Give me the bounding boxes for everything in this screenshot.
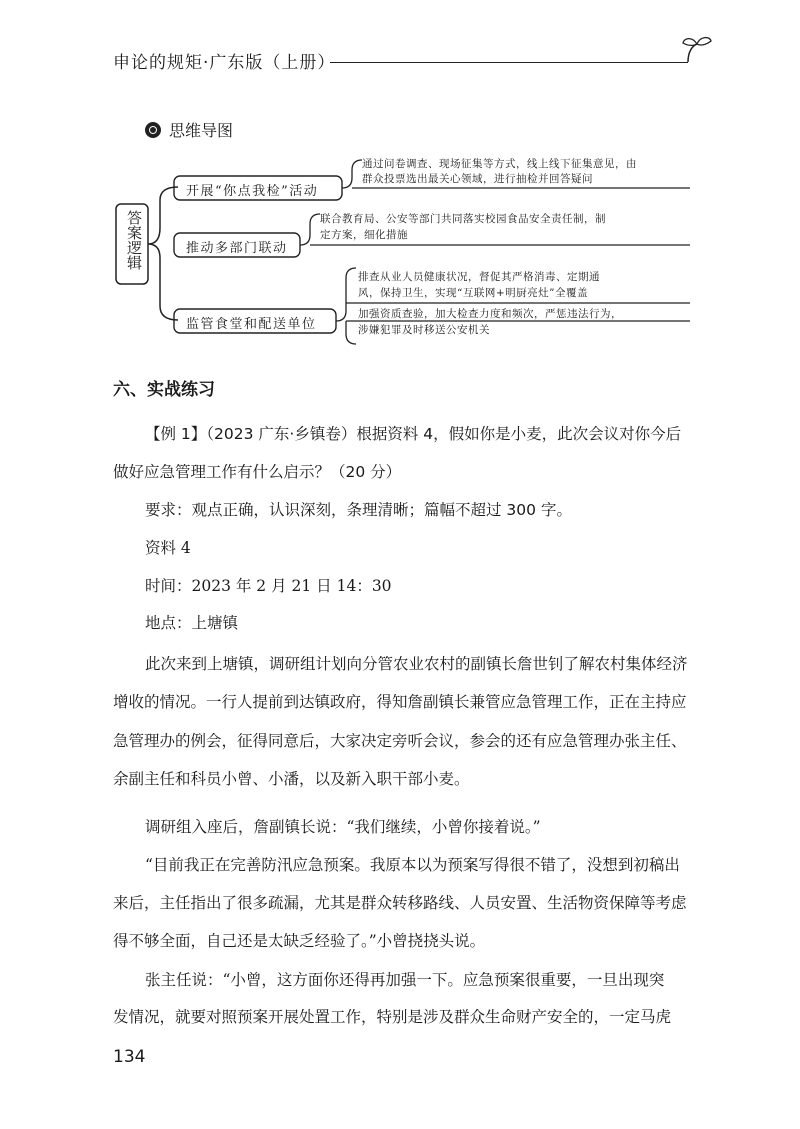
section-title: 六、实战练习 (113, 380, 215, 400)
example-requirement: 要求：观点正确，认识深刻，条理清晰；篇幅不超过 300 字。 (145, 501, 572, 519)
branch-label-1: 开展“你点我检”活动 (186, 184, 319, 199)
material-line-1: 此次来到上塘镇，调研组计划向分管农业农村的副镇长詹世钊了解农村集体经济 (145, 655, 688, 673)
material-line-9: 张主任说：“小曾，这方面你还得再加强一下。应急预案很重要，一旦出现突 (145, 971, 665, 989)
branch-3-leaf-3: 加强资质查验，加大检查力度和频次，严惩违法行为， (358, 308, 622, 320)
branch-3-leaf-1: 排查从业人员健康状况，督促其严格消毒、定期通 (358, 271, 600, 283)
material-line-3: 急管理办的例会，征得同意后，大家决定旁听会议，参会的还有应急管理办张主任、 (113, 732, 687, 750)
branch-label-3: 监管食堂和配送单位 (186, 317, 317, 332)
book-title: 申论的规矩·广东版（上册） (113, 53, 336, 73)
material-line-8: 得不够全面，自己还是太缺乏经验了。”小曾挠挠头说。 (113, 932, 486, 950)
material-line-2: 增收的情况。一行人提前到达镇政府，得知詹副镇长兼管应急管理工作，正在主持应 (113, 693, 687, 711)
branch-label-2: 推动多部门联动 (186, 241, 288, 256)
example-question-line-2: 做好应急管理工作有什么启示？（20 分） (113, 463, 402, 481)
material-line-7: 来后，主任指出了很多疏漏，尤其是群众转移路线、人员安置、生活物资保障等考虑 (113, 894, 687, 912)
page-number: 134 (113, 1047, 146, 1067)
material-place: 地点：上塘镇 (145, 614, 239, 632)
branch-2-leaf-1: 联合教育局、公安等部门共同落实校园食品安全责任制，制 (320, 213, 606, 225)
branch-3-leaf-2: 风，保持卫生，实现“互联网+明厨亮灶”全覆盖 (358, 287, 589, 299)
branch-2-leaf-2: 定方案，细化措施 (320, 229, 408, 241)
branch-1-leaf-2: 群众投票选出最关心领域，进行抽检并回答疑问 (362, 173, 593, 185)
branch-1-leaf-1: 通过问卷调查、现场征集等方式，线上线下征集意见，由 (362, 158, 637, 170)
material-line-4: 余副主任和科员小曾、小潘，以及新入职干部小麦。 (113, 770, 470, 788)
material-line-6: “目前我正在完善防汛应急预案。我原本以为预案写得很不错了，没想到初稿出 (145, 856, 680, 874)
material-line-10: 发情况，就要对照预案开展处置工作，特别是涉及群众生命财产安全的，一定马虎 (113, 1008, 672, 1026)
material-line-5: 调研组入座后，詹副镇长说：“我们继续，小曾你接着说。” (145, 818, 541, 836)
mindmap-diagram (0, 0, 800, 400)
material-time: 时间：2023 年 2 月 21 日 14：30 (145, 577, 392, 595)
example-question-line-1: 【例 1】（2023 广东·乡镇卷）根据资料 4，假如你是小麦，此次会议对你今后 (145, 425, 682, 443)
mindmap-heading-text: 思维导图 (169, 121, 234, 140)
root-brace (148, 187, 178, 320)
mindmap-root: 答案逻辑 (125, 210, 143, 270)
branch-3-leaf-4: 涉嫌犯罪及时移送公安机关 (358, 324, 490, 336)
material-title: 资料 4 (145, 539, 191, 557)
